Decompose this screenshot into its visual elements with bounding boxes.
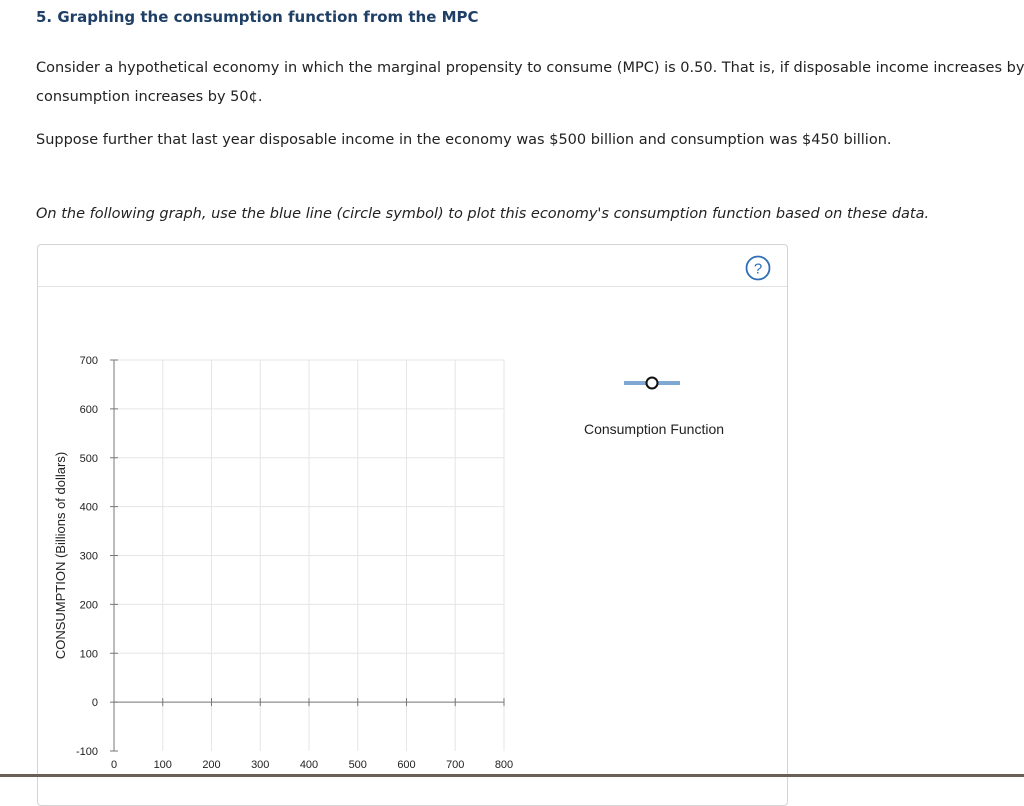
legend-consumption-function-swatch[interactable]	[622, 373, 682, 393]
y-tick-label-500: 500	[79, 452, 98, 465]
x-tick-label-300: 300	[251, 759, 270, 771]
y-tick-label--100: -100	[75, 746, 98, 758]
x-tick-label-800: 800	[494, 759, 514, 771]
x-tick-label-700: 700	[446, 759, 465, 771]
help-icon-glyph: ?	[753, 260, 763, 278]
y-tick-label-0: 0	[91, 697, 98, 710]
paragraph-mpc-line-2: consumption increases by 50¢.	[36, 89, 263, 105]
y-tick-label-300: 300	[79, 550, 98, 563]
question-paragraph-mpc	[36, 54, 1024, 112]
y-tick-label-700: 700	[79, 355, 98, 367]
y-tick-label-600: 600	[79, 403, 98, 416]
question-instruction: On the following graph, use the blue line (circle symbol) to plot this economy's consumption function based on these data.	[36, 206, 930, 222]
legend-label: Consumption Function	[583, 421, 725, 437]
y-tick-label-100: 100	[79, 648, 98, 661]
x-tick-label-200: 200	[202, 759, 221, 771]
y-tick-label-400: 400	[79, 501, 98, 514]
question-paragraph-last-year: Suppose further that last year disposable income in the economy was $500 billion and consumption was $450 billion.	[36, 132, 892, 148]
consumption-chart[interactable]	[38, 245, 787, 775]
graph-panel	[37, 244, 788, 806]
x-tick-label-500: 500	[348, 759, 367, 771]
question-title: 5. Graphing the consumption function from the MPC	[36, 8, 479, 26]
y-axis-title: CONSUMPTION (Billions of dollars)	[53, 451, 68, 660]
x-tick-label-0: 0	[110, 759, 118, 771]
y-tick-label-200: 200	[79, 599, 98, 612]
paragraph-mpc-line-1: Consider a hypothetical economy in which the marginal propensity to consume (MPC) is 0.50. That is, if disposable income increases by	[36, 60, 1024, 76]
legend-circle-marker	[647, 378, 658, 389]
x-tick-label-100: 100	[153, 759, 172, 771]
x-tick-label-600: 600	[397, 759, 416, 771]
x-tick-label-400: 400	[299, 759, 319, 771]
